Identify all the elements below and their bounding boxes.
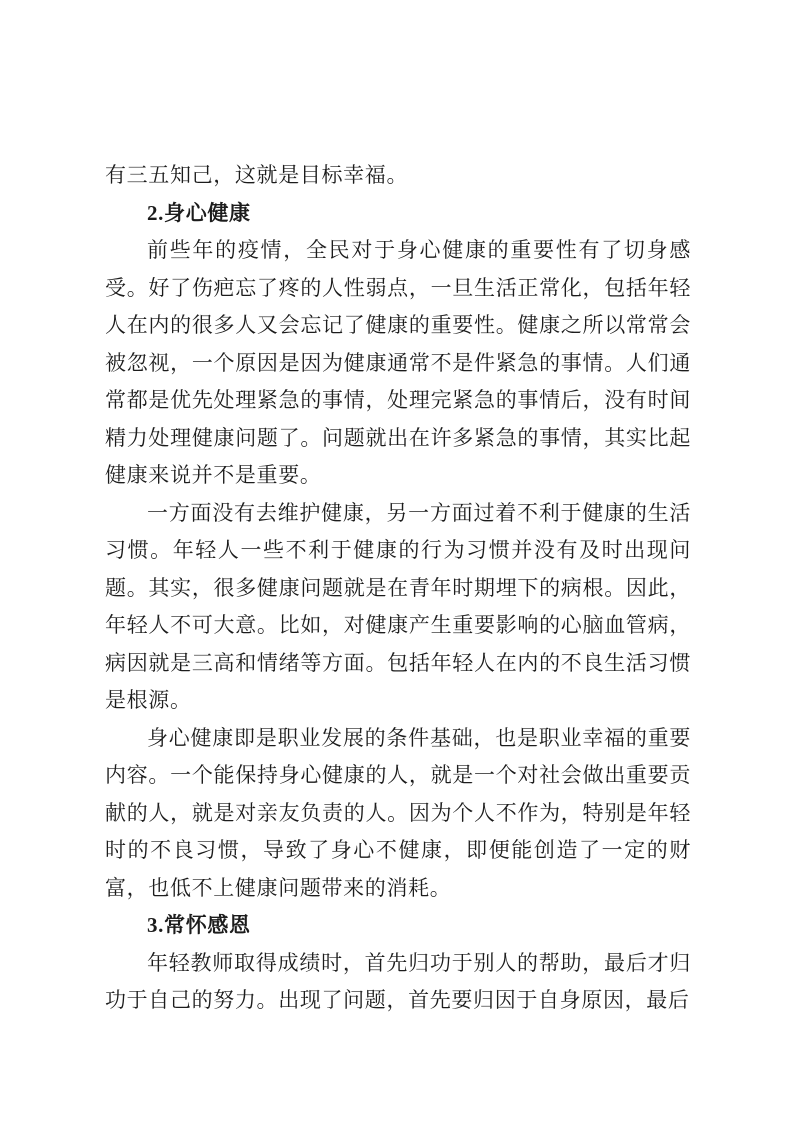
paragraph-unhealthy-habits-young-people: 一方面没有去维护健康，另一方面过着不利于健康的生活习惯。年轻人一些不利于健康的行为习惯并没有及时出现问题。其实，很多健康问题就是在青年时期埋下的病根。因此，年轻人不可大意。比如，对健康产生重要影响的心脑血管病，病因就是三高和情绪等方面。包括年轻人在内的不良生活习惯是根源。 bbox=[105, 500, 691, 712]
paragraph-pandemic-health-awareness: 前些年的疫情，全民对于身心健康的重要性有了切身感受。好了伤疤忘了疼的人性弱点，一旦生活正常化，包括年轻人在内的很多人又会忘记了健康的重要性。健康之所以常常会被忽视，一个原因是因为健康通常不是件紧急的事情。人们通常都是优先处理紧急的事情，处理完紧急的事情后，没有时间精力处理健康问题了。问题就出在许多紧急的事情，其实比起健康来说并不是重要。 bbox=[105, 238, 691, 487]
paragraph-goal-happiness-ending: 有三五知己，这就是目标幸福。 bbox=[105, 163, 409, 187]
heading-gratitude: 3.常怀感恩 bbox=[147, 913, 251, 937]
paragraph-health-career-foundation: 身心健康即是职业发展的条件基础，也是职业幸福的重要内容。一个能保持身心健康的人，就是一个对社会做出重要贡献的人，就是对亲友负责的人。因为个人不作为，特别是年轻时的不良习惯，导致了身心不健康，即便能创造了一定的财富，也低不上健康问题带来的消耗。 bbox=[105, 725, 691, 900]
paragraph-young-teacher-attribution: 年轻教师取得成绩时，首先归功于别人的帮助，最后才归功于自己的努力。出现了问题，首先要归因于自身原因，最后 bbox=[105, 950, 691, 1012]
heading-body-mind-health: 2.身心健康 bbox=[147, 200, 251, 225]
